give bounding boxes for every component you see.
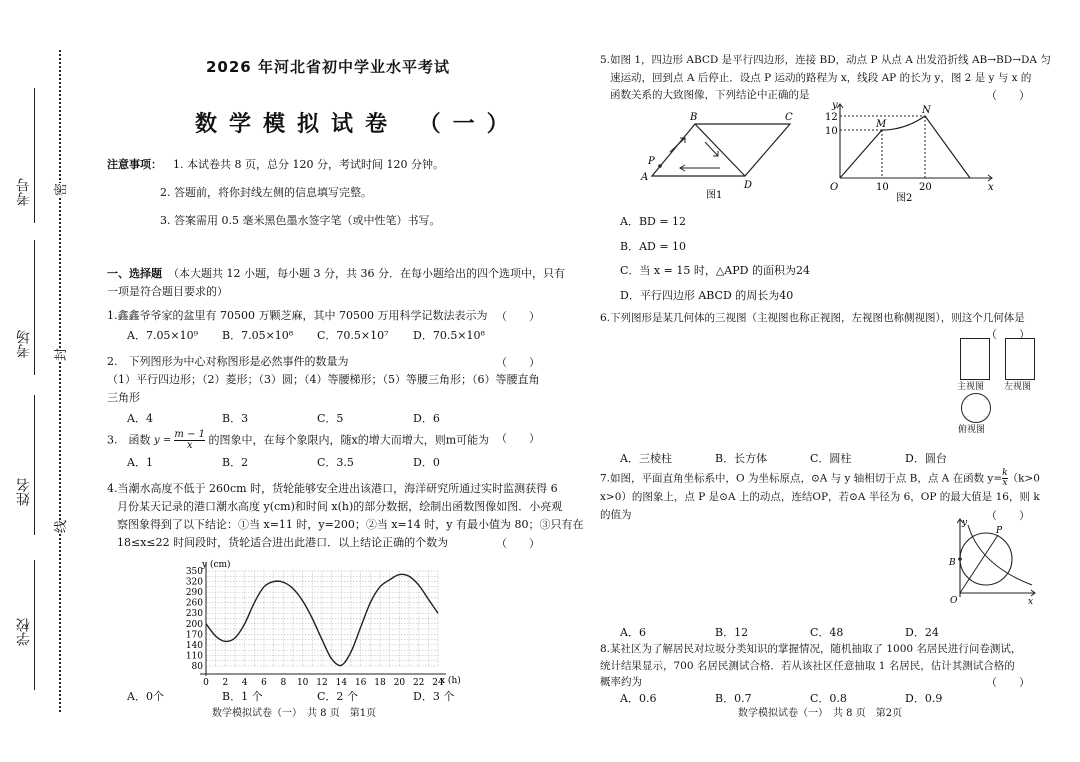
label-p: P <box>648 156 655 167</box>
x-tick-label: 0 <box>203 678 209 688</box>
label-c: C <box>785 112 793 123</box>
q7-line-3: 的值为 <box>600 509 632 521</box>
q5-option-a: A．BD = 12 <box>620 215 687 228</box>
x-tick-label: 18 <box>374 678 386 688</box>
q7-line-2: x>0）的图象上，点 P 是⊙A 上的动点，连结OP，若⊙A 半径为 6，OP 的最大值是 16，则 k <box>600 491 1040 503</box>
q3-option-c: C．3.5 <box>317 456 354 469</box>
q2-answer-paren: （ ） <box>496 356 540 369</box>
q7-option-d: D．24 <box>905 626 939 639</box>
fig2-y10: 10 <box>825 126 838 137</box>
section-desc-2: 一项是符合题目要求的） <box>107 285 228 298</box>
q3-stem-d: m可能为 <box>445 433 490 447</box>
q1-stem: 1.鑫鑫爷爷家的盆里有 70500 万颗芝麻，其中 70500 万用科学记数法表示为 <box>107 309 488 322</box>
q6-side-view <box>1005 338 1035 380</box>
q5-line-2: 速运动，回到点 A 后停止．设点 P 运动的路程为 x，线段 AP 的长为 y，图 2 是 y 与 x 的 <box>610 72 1032 84</box>
y-tick-label: 140 <box>185 640 203 651</box>
q3-answer-paren: （ ） <box>496 432 540 445</box>
fig2-x-label: x <box>988 182 994 193</box>
q7-frac-den: x <box>1002 478 1008 488</box>
y-tick-label: 290 <box>185 588 203 599</box>
q4-line-2: 月份某天记录的港口潮水高度 y(cm)和时间 x(h)的部分数据，绘制出函数图像如图．小亮观 <box>117 500 563 513</box>
q6-top-label: 俯视图 <box>958 425 986 435</box>
q6-option-d: D．圆台 <box>905 452 947 465</box>
arrow-bd <box>705 142 718 156</box>
q8-option-b: B．0.7 <box>715 692 752 705</box>
fig2-curve <box>840 116 970 178</box>
x-tick-label: 2 <box>222 678 229 688</box>
q8-answer-paren: （ ） <box>986 676 1030 689</box>
q5-line-3: 函数关系的大致图像，下列结论中正确的是 <box>610 89 810 101</box>
q5-figure-2 <box>820 100 1000 205</box>
q7-circle-a <box>960 533 1012 585</box>
q7-line-1 <box>600 469 1040 488</box>
q4-option-a: A．0个 <box>127 690 164 703</box>
q4-option-c: C．2 个 <box>317 690 358 703</box>
exam-room-fill-line <box>34 240 35 375</box>
label-b: B <box>690 112 698 123</box>
q7-p-label: P <box>996 526 1003 536</box>
exam-number-fill-line <box>34 88 35 223</box>
exam-subtitle: 数学模拟试卷 （一） <box>195 112 521 137</box>
notes-label: 注意事项： <box>107 158 162 171</box>
q6-side-label: 左视图 <box>1004 382 1032 392</box>
q6-top-view <box>961 393 991 423</box>
q3-option-d: D．0 <box>413 456 440 469</box>
section-heading: 一、选择题 <box>107 267 162 280</box>
q5-option-b: B．AD = 10 <box>620 240 687 253</box>
q4-line-4: 18≤x≤22 时间段时，货轮适合进出此港口．以上结论正确的个数为 <box>117 536 449 549</box>
q3-stem-c: x的增大而增大，则 <box>351 433 446 447</box>
seal-char-line: 线 <box>50 520 69 533</box>
q5-figure-1 <box>640 110 810 205</box>
q6-answer-paren: （ ） <box>986 328 1030 341</box>
q5-option-d: D．平行四边形 ABCD 的周长为40 <box>620 289 794 302</box>
q8-option-a: A．0.6 <box>620 692 657 705</box>
q7-frac-num: k <box>1002 468 1008 478</box>
q7-origin: O <box>950 596 958 605</box>
exam-title: 2026 年河北省初中学业水平考试 <box>206 58 450 76</box>
label-a: A <box>641 172 649 183</box>
q7-option-c: C．48 <box>810 626 844 639</box>
tide-chart <box>172 555 472 690</box>
q2-line-2: （1）平行四边形；（2）菱形；（3）圆；（4）等腰梯形；（5）等腰三角形；（6）等腰直角 <box>107 373 540 386</box>
footer-page-2: 数学模拟试卷（一） 共 8 页 第2页 <box>738 708 903 719</box>
fig2-y12: 12 <box>825 112 838 123</box>
fig2-m-label: M <box>876 119 887 130</box>
q4-option-d: D．3 个 <box>413 690 455 703</box>
name-label: 姓名 <box>16 478 32 506</box>
fig1-caption: 图1 <box>706 190 723 201</box>
x-tick-label: 14 <box>335 678 348 688</box>
q7-y-label: y <box>962 518 968 528</box>
x-tick-label: 24 <box>432 678 444 688</box>
q7-b-label: B <box>949 558 956 568</box>
q2-option-c: C．5 <box>317 412 344 425</box>
exam-number-label: 考号 <box>16 178 32 206</box>
q1-option-c: C．70.5×10⁷ <box>317 329 389 342</box>
name-fill-line <box>34 395 35 535</box>
y-tick-label: 320 <box>185 577 203 588</box>
x-tick-label: 8 <box>280 678 287 688</box>
school-label: 学校 <box>16 618 32 646</box>
tide-chart-grid <box>206 571 438 666</box>
q4-line-1: 4.当潮水高度不低于 260cm 时，货轮能够安全进出该港口，海洋研究所通过实时监测获得 6 <box>107 482 558 495</box>
y-tick-label: 200 <box>185 619 203 630</box>
q7-answer-paren: （ ） <box>986 509 1030 522</box>
note-item-2: 2. 答题前，将你封线左侧的信息填写完整。 <box>160 186 372 199</box>
q2-line-3: 三角形 <box>107 391 140 404</box>
tide-x-axis-label: x (h) <box>440 676 461 686</box>
seal-char-seal: 封 <box>50 348 69 361</box>
q2-option-d: D．6 <box>413 412 440 425</box>
q1-option-b: B．7.05×10⁸ <box>222 329 294 342</box>
tide-y-axis-label: y (cm) <box>202 560 231 570</box>
q7-line-1-text: 7.如图，平面直角坐标系中，O 为坐标原点，⊙A 与 y 轴相切于点 B，点 A 在函数 y= <box>600 472 1003 485</box>
q7-x-label: x <box>1028 597 1034 605</box>
x-tick-label: 20 <box>393 678 406 688</box>
x-tick-label: 22 <box>412 678 425 688</box>
q7-option-b: B．12 <box>715 626 749 639</box>
q8-line-2: 统计结果显示，700 名居民测试合格．若从该社区任意抽取 1 名居民，估计其测试合格的 <box>600 660 1015 672</box>
fig2-x20: 20 <box>919 182 932 193</box>
footer-page-1: 数学模拟试卷（一） 共 8 页 第1页 <box>212 708 377 719</box>
q2-option-b: B．3 <box>222 412 249 425</box>
q3-stem-a: 3. 函数 <box>107 433 151 447</box>
q8-line-1: 8.某社区为了解居民对垃圾分类知识的掌握情况，随机抽取了 1000 名居民进行问卷测试， <box>600 643 1022 655</box>
x-tick-label: 6 <box>261 678 267 688</box>
q7-line-1-tail: （k>0 <box>1007 472 1040 485</box>
q6-front-view <box>960 338 990 380</box>
x-tick-label: 16 <box>354 678 367 688</box>
x-tick-label: 4 <box>241 678 248 688</box>
q8-line-3: 概率约为 <box>600 676 642 688</box>
y-tick-label: 230 <box>185 609 203 620</box>
fig2-x10: 10 <box>876 182 889 193</box>
q6-option-b: B．长方体 <box>715 452 768 465</box>
tide-chart-ticks <box>186 567 444 688</box>
q6-front-label: 主视图 <box>957 382 985 392</box>
note-item-3: 3. 答案需用 0.5 毫米黑色墨水签字笔（或中性笔）书写。 <box>160 214 441 227</box>
q2-stem: 2. 下列图形为中心对称图形是必然事件的数量为 <box>107 355 349 368</box>
y-tick-label: 260 <box>185 598 203 609</box>
fig2-y-label: y <box>832 100 838 111</box>
fig2-n-label: N <box>922 105 931 116</box>
binding-dotted-line <box>59 50 61 712</box>
q4-answer-paren: （ ） <box>496 537 540 550</box>
school-fill-line <box>34 560 35 690</box>
q8-option-d: D．0.9 <box>905 692 943 705</box>
q3-formula: y = $\frac{m - 1}{x}$ <box>154 429 205 451</box>
q5-option-c: C．当 x = 15 时，△APD 的面积为24 <box>620 264 810 277</box>
section-desc-1: （本大题共 12 小题，每小题 3 分，共 36 分．在每小题给出的四个选项中，只有 <box>168 267 565 280</box>
fig2-caption: 图2 <box>896 193 913 204</box>
q3-stem <box>107 430 489 451</box>
y-tick-label: 80 <box>191 662 203 672</box>
q1-answer-paren: （ ） <box>496 310 540 323</box>
note-item-1: 1. 本试卷共 8 页，总分 120 分，考试时间 120 分钟。 <box>173 158 444 171</box>
point-p <box>658 164 662 168</box>
y-tick-label: 170 <box>185 630 203 641</box>
q4-option-b: B．1 个 <box>222 690 263 703</box>
q6-option-c: C．圆柱 <box>810 452 852 465</box>
q7-option-a: A．6 <box>620 626 646 639</box>
q7-figure <box>940 515 1040 605</box>
y-tick-label: 350 <box>185 567 203 577</box>
exam-room-label: 考场 <box>16 330 32 358</box>
q7-point-b <box>958 557 962 561</box>
seal-char-secret: 密 <box>50 183 69 196</box>
x-tick-label: 12 <box>316 678 328 688</box>
x-tick-label: 10 <box>296 678 309 688</box>
q3-stem-b: 的图象中，在每个象限内，随 <box>208 433 352 447</box>
q8-option-c: C．0.8 <box>810 692 847 705</box>
q2-option-a: A．4 <box>127 412 153 425</box>
q5-answer-paren: （ ） <box>986 89 1030 102</box>
q6-stem: 6.下列图形是某几何体的三视图（主视图也称正视图，左视图也称侧视图），则这个几何体是 <box>600 312 1025 324</box>
q5-line-1: 5.如图 1，四边形 ABCD 是平行四边形，连接 BD，动点 P 从点 A 出发沿折线 AB→BD→DA 匀 <box>600 54 1051 66</box>
arrow-ab <box>670 138 685 152</box>
q1-option-d: D．70.5×10⁸ <box>413 329 485 342</box>
label-d: D <box>744 180 753 191</box>
y-tick-label: 110 <box>185 651 203 662</box>
fig2-origin: O <box>830 182 839 193</box>
q6-option-a: A．三棱柱 <box>620 452 672 465</box>
q4-line-3: 察图象得到了以下结论：①当 x=11 时，y=200；②当 x=14 时，y 有最小值为 80；③只有在 <box>117 518 584 531</box>
q3-option-a: A．1 <box>127 456 153 469</box>
q1-option-a: A．7.05×10⁹ <box>127 329 199 342</box>
q3-option-b: B．2 <box>222 456 249 469</box>
